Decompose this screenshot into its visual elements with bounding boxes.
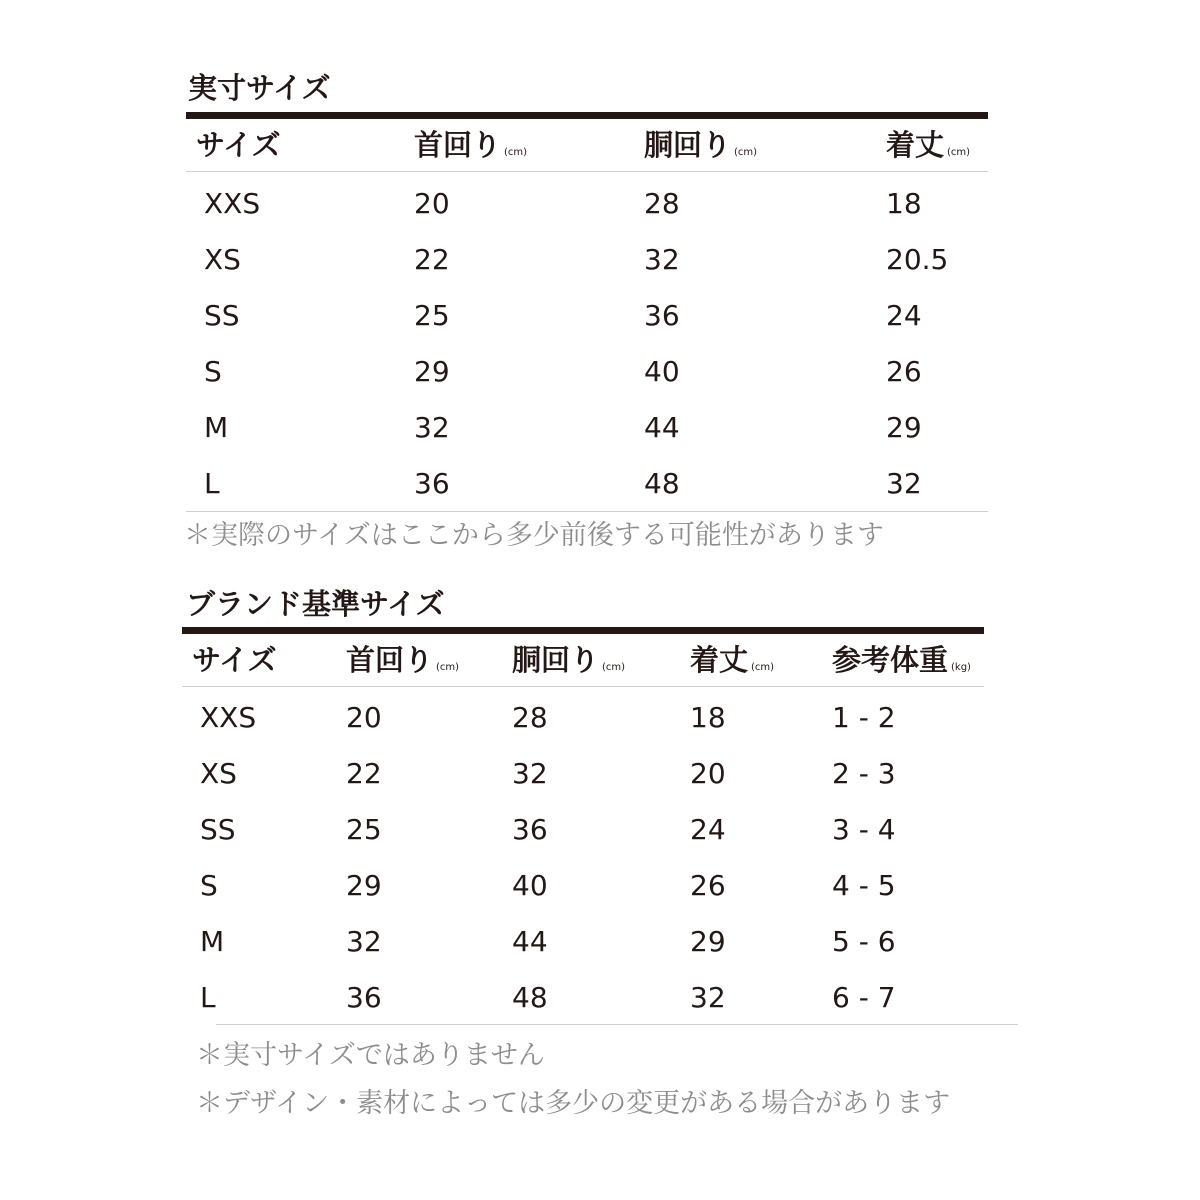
brand-cell-weight: 5 - 6 — [832, 925, 896, 958]
actual-cell-length: 26 — [886, 355, 922, 388]
actual-cell-size: XXS — [204, 187, 261, 220]
actual-cell-length: 29 — [886, 411, 922, 444]
actual-cell-neck: 22 — [414, 243, 450, 276]
actual-cell-length: 18 — [886, 187, 922, 220]
brand-cell-chest: 32 — [512, 757, 548, 790]
actual-cell-neck: 32 — [414, 411, 450, 444]
brand-header-size: サイズ — [192, 643, 277, 677]
actual-title-bar — [186, 112, 988, 119]
brand-cell-length: 24 — [690, 813, 726, 846]
brand-cell-chest: 40 — [512, 869, 548, 902]
brand-cell-size: M — [200, 925, 225, 958]
actual-size-title: 実寸サイズ — [188, 71, 331, 105]
brand-header-weight: 参考体重 (kg) — [832, 643, 971, 677]
actual-cell-chest: 28 — [644, 187, 680, 220]
brand-cell-length: 18 — [690, 701, 726, 734]
actual-cell-size: S — [204, 355, 222, 388]
brand-cell-size: S — [200, 869, 218, 902]
brand-cell-neck: 20 — [346, 701, 382, 734]
actual-cell-chest: 44 — [644, 411, 680, 444]
brand-cell-size: SS — [200, 813, 236, 846]
actual-header-neck: 首回り (cm) — [414, 128, 528, 162]
brand-cell-neck: 29 — [346, 869, 382, 902]
actual-cell-chest: 48 — [644, 467, 680, 500]
brand-size-title: ブランド基準サイズ — [186, 587, 445, 621]
brand-header-neck: 首回り (cm) — [346, 643, 460, 677]
actual-cell-length: 20.5 — [886, 243, 949, 276]
brand-header-chest: 胴回り (cm) — [512, 643, 626, 677]
brand-cell-neck: 32 — [346, 925, 382, 958]
brand-cell-weight: 2 - 3 — [832, 757, 896, 790]
brand-cell-length: 29 — [690, 925, 726, 958]
brand-cell-weight: 3 - 4 — [832, 813, 896, 846]
actual-cell-chest: 36 — [644, 299, 680, 332]
actual-cell-length: 32 — [886, 467, 922, 500]
brand-cell-length: 26 — [690, 869, 726, 902]
actual-cell-chest: 32 — [644, 243, 680, 276]
actual-header-size: サイズ — [196, 128, 281, 162]
brand-title-bar — [182, 627, 984, 634]
brand-header-divider — [182, 686, 984, 687]
actual-header-chest: 胴回り (cm) — [644, 128, 758, 162]
actual-cell-size: XS — [204, 243, 241, 276]
actual-cell-size: L — [204, 467, 220, 500]
actual-cell-neck: 29 — [414, 355, 450, 388]
brand-cell-weight: 4 - 5 — [832, 869, 896, 902]
brand-cell-chest: 36 — [512, 813, 548, 846]
actual-cell-neck: 25 — [414, 299, 450, 332]
brand-cell-chest: 48 — [512, 981, 548, 1014]
brand-cell-size: L — [200, 981, 216, 1014]
brand-cell-neck: 25 — [346, 813, 382, 846]
brand-cell-chest: 44 — [512, 925, 548, 958]
brand-cell-size: XXS — [200, 701, 257, 734]
actual-cell-size: SS — [204, 299, 240, 332]
actual-size-note: ＊実際のサイズはここから多少前後する可能性があります — [184, 520, 884, 551]
brand-cell-neck: 36 — [346, 981, 382, 1014]
brand-size-note-2: ＊デザイン・素材によっては多少の変更がある場合があります — [196, 1088, 951, 1119]
brand-cell-chest: 28 — [512, 701, 548, 734]
actual-cell-size: M — [204, 411, 229, 444]
actual-table-bottom-divider — [186, 511, 988, 512]
brand-cell-size: XS — [200, 757, 237, 790]
brand-cell-length: 32 — [690, 981, 726, 1014]
actual-header-divider — [186, 171, 988, 172]
brand-cell-weight: 6 - 7 — [832, 981, 896, 1014]
brand-cell-length: 20 — [690, 757, 726, 790]
brand-size-note-1: ＊実寸サイズではありません — [196, 1040, 545, 1071]
actual-cell-chest: 40 — [644, 355, 680, 388]
actual-cell-neck: 20 — [414, 187, 450, 220]
actual-header-length: 着丈 (cm) — [886, 128, 971, 162]
actual-cell-length: 24 — [886, 299, 922, 332]
brand-cell-neck: 22 — [346, 757, 382, 790]
brand-cell-weight: 1 - 2 — [832, 701, 896, 734]
actual-cell-neck: 36 — [414, 467, 450, 500]
brand-header-length: 着丈 (cm) — [690, 643, 775, 677]
brand-table-bottom-divider — [216, 1024, 1018, 1025]
